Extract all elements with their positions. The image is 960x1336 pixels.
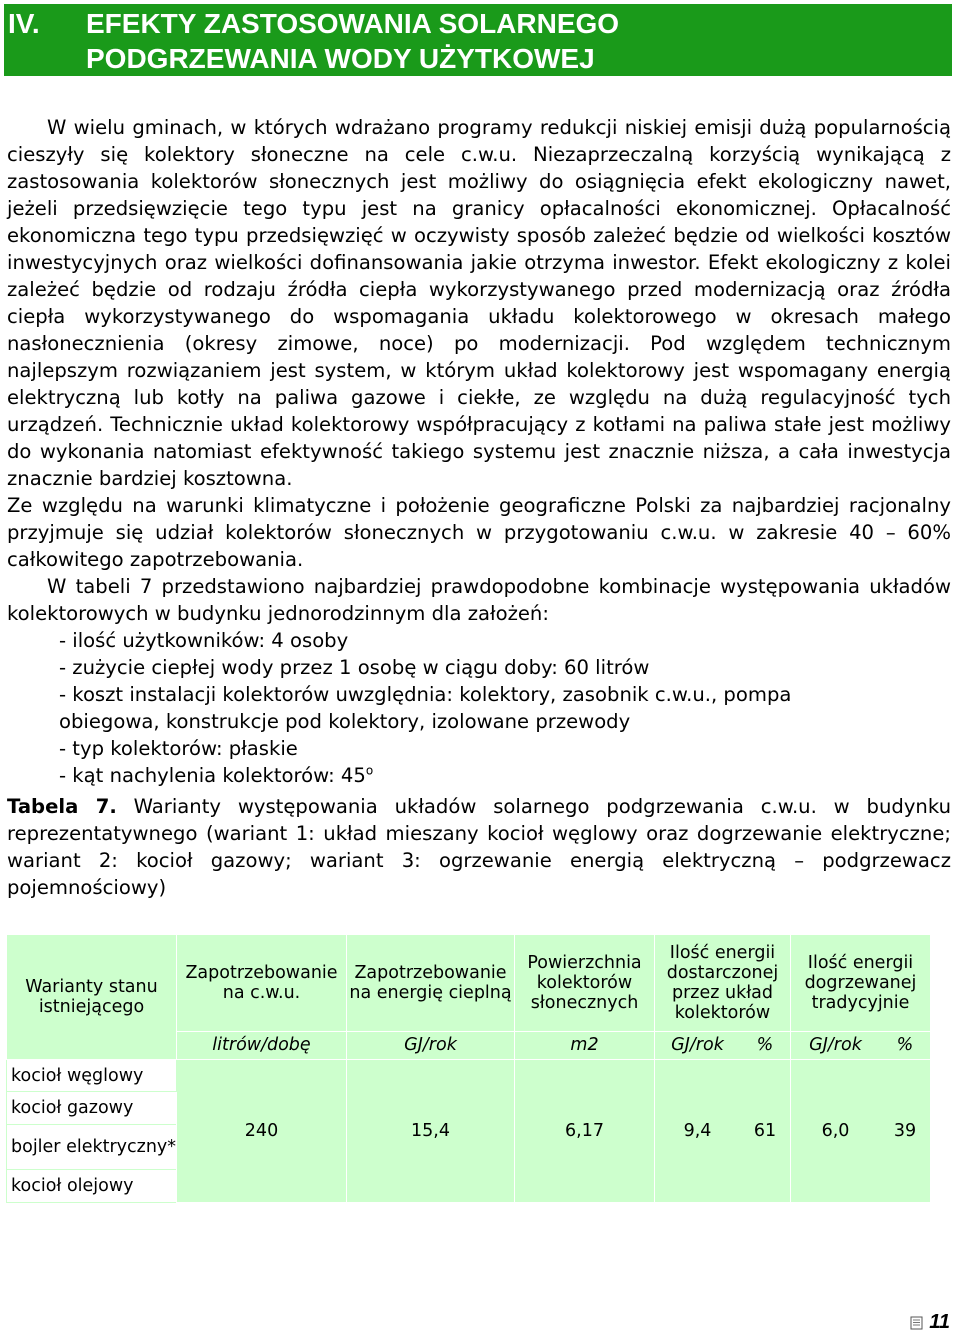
- caption-label: Tabela 7.: [7, 795, 117, 818]
- variant-cell: kocioł olejowy: [7, 1170, 177, 1203]
- header-energy-traditional: Ilość energii dogrzewanej tradycyjnie: [791, 935, 931, 1032]
- header-variants: Warianty stanu istniejącego: [7, 935, 177, 1060]
- unit-cell: %: [756, 1035, 774, 1056]
- paragraph-1: W wielu gminach, w których wdrażano programy redukcji niskiej emisji dużą popularnością cieszyły się kolektory słoneczne na cele c.w.u. Niezaprzeczalną korzyścią wynikającą z zastosowania kolektorów słonecznych jest możliwy do osiągnięcia efekt ekologiczny nawet, jeżeli przedsięwzięcie tego typu jest na granicy opłacalności ekonomicznej. Opłacalność ekonomiczna tego typu przedsięwzięć w oczywisty sposób zależeć będzie od wielkości kosztów inwestycyjnych oraz wielkości dofinansowania jakie otrzyma inwestor. Efekt ekologiczny z kolei zależeć będzie od rodzaju źródła ciepła wykorzystywanego przed modernizacją oraz źródła ciepła wykorzystywanego do wspomagania układu kolektorowego w okresach małego nasłonecznienia (okresy zimowe, noce) po modernizacji. Pod względem technicznym najlepszym rozwiązaniem jest system, w którym układ kolektorowy jest wspomagany energią elektryczną lub kotły na paliwa gazowe i ciekłe, ze względu na dużą regulacyjność tych urządzeń. Technicznie układ kolektorowy współpracujący z kotłami na paliwa stałe jest możliwy do wykonania natomiast efektywność takiego systemu jest znacznie niższa, a cała inwestycja znacznie bardziej kosztowna.: [7, 116, 951, 490]
- value-cell: 6,0: [821, 1121, 850, 1141]
- list-item: - zużycie ciepłej wody przez 1 osobę w ciągu doby: 60 litrów: [59, 656, 650, 679]
- variants-table: [6, 934, 931, 1203]
- variant-cell: kocioł gazowy: [7, 1092, 177, 1125]
- paragraph-3: W tabeli 7 przedstawiono najbardziej prawdopodobne kombinacje występowania układów kolektorowych w budynku jednorodzinnym dla założeń:: [7, 575, 951, 625]
- page-footer: [909, 1311, 950, 1334]
- header-energy-collectors: Ilość energii dostarczonej przez układ kolektorów: [655, 935, 791, 1032]
- page-icon: [909, 1314, 925, 1330]
- section-header: [4, 4, 952, 76]
- degree-mark: o: [365, 763, 374, 778]
- caption-text: Warianty występowania układów solarnego podgrzewania c.w.u. w budynku reprezentatywnego (wariant 1: układ mieszany kocioł węglowy oraz dogrzewanie elektryczne; wariant 2: kocioł gazowy; wariant 3: ogrzewanie energią elektryczną – podgrzewacz pojemnościowy): [7, 795, 951, 899]
- paragraph-2: Ze względu na warunki klimatyczne i położenie geograficzne Polski za najbardziej racjonalny przyjmuje się udział kolektorów słonecznych w przygotowaniu c.w.u. w zakresie 40 – 60% całkowitego zapotrzebowania.: [7, 494, 951, 571]
- unit-pair: [791, 1031, 931, 1059]
- value-pair: [655, 1060, 791, 1203]
- list-item: [7, 762, 951, 789]
- section-title-line2: PODGRZEWANIA WODY UŻYTKOWEJ: [86, 43, 595, 74]
- list-item: - typ kolektorów: płaskie: [59, 737, 298, 760]
- section-number: IV.: [8, 8, 40, 39]
- angle-text: - kąt nachylenia kolektorów: 45: [59, 764, 366, 787]
- list-item: - ilość użytkowników: 4 osoby: [59, 629, 349, 652]
- value-cell: 15,4: [347, 1060, 515, 1203]
- assumptions-list: [7, 627, 951, 789]
- variant-cell: bojler elektryczny*: [7, 1125, 177, 1170]
- list-item: obiegowa, konstrukcje pod kolektory, izolowane przewody: [59, 710, 631, 733]
- variant-cell: kocioł węglowy: [7, 1060, 177, 1092]
- unit-pair: [655, 1031, 791, 1059]
- header-cwu: Zapotrzebowanie na c.w.u.: [177, 935, 347, 1032]
- value-cell: 240: [177, 1060, 347, 1203]
- document-body: [7, 114, 951, 901]
- table-caption: [7, 793, 951, 901]
- unit-cell: GJ/rok: [671, 1035, 724, 1056]
- unit-cell: m2: [515, 1031, 655, 1059]
- unit-cell: %: [896, 1035, 914, 1056]
- list-item: - koszt instalacji kolektorów uwzględnia: kolektory, zasobnik c.w.u., pompa: [59, 683, 792, 706]
- section-title-line1: EFEKTY ZASTOSOWANIA SOLARNEGO: [86, 8, 620, 39]
- page-number: 11: [929, 1311, 950, 1333]
- unit-cell: GJ/rok: [347, 1031, 515, 1059]
- header-heat-demand: Zapotrzebowanie na energię cieplną: [347, 935, 515, 1032]
- header-collector-area: Powierzchnia kolektorów słonecznych: [515, 935, 655, 1032]
- value-cell: 9,4: [683, 1121, 712, 1141]
- value-cell: 61: [753, 1121, 777, 1141]
- unit-cell: GJ/rok: [809, 1035, 862, 1056]
- value-pair: [791, 1060, 931, 1203]
- value-cell: 39: [893, 1121, 917, 1141]
- unit-cell: litrów/dobę: [177, 1031, 347, 1059]
- value-cell: 6,17: [515, 1060, 655, 1203]
